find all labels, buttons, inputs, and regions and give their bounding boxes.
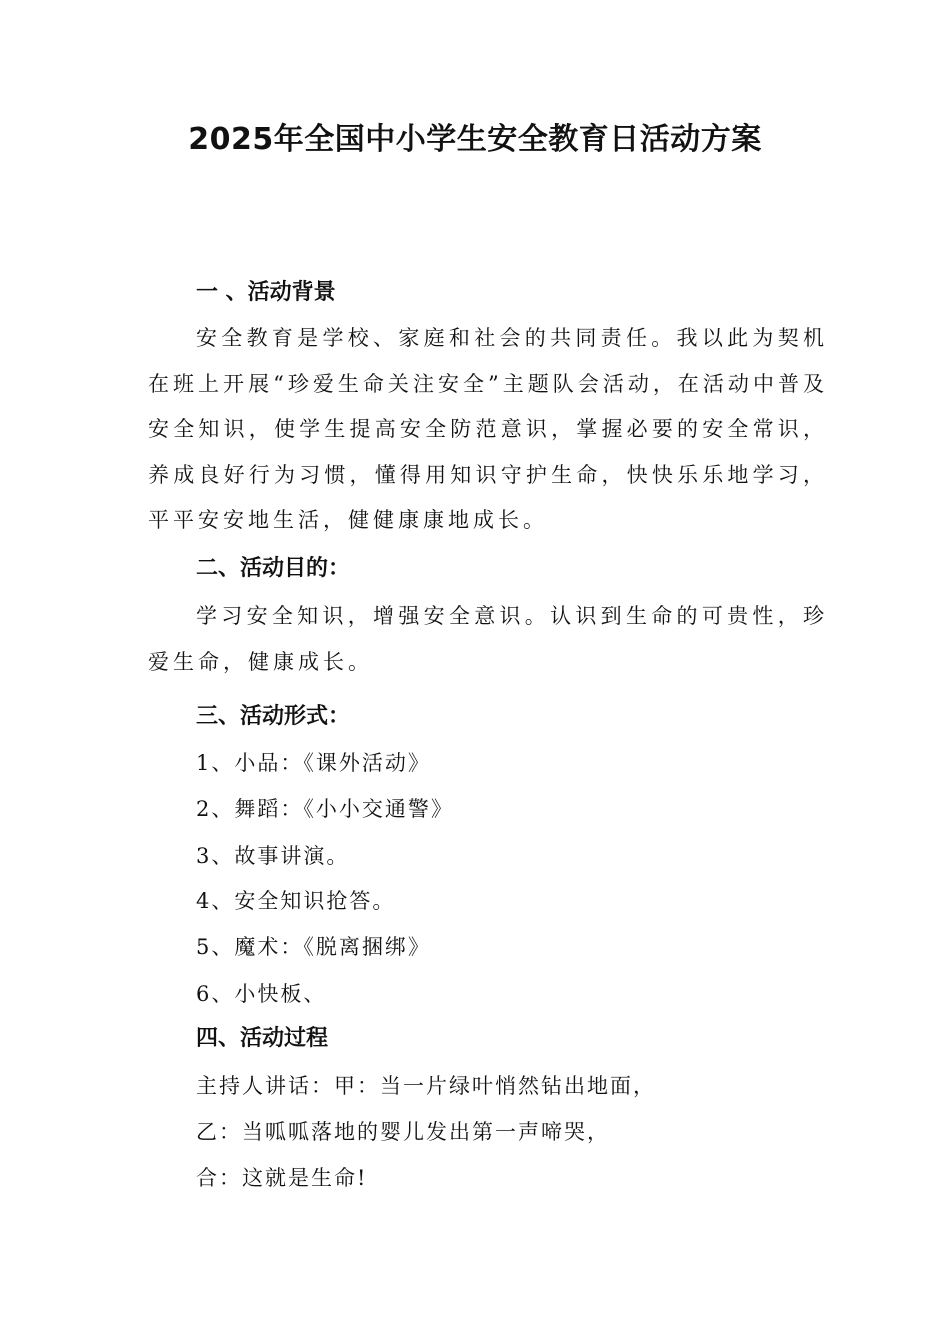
process-line-together: 合：这就是生命!	[196, 1166, 368, 1190]
list-item-magic: 5、魔术：《脱离捆绑》	[196, 935, 431, 959]
section-paragraph-purpose: 学习安全知识，增强安全意识。认识到生命的可贵性，珍爱生命，健康成长。	[148, 604, 828, 674]
list-item-dance: 2、舞蹈：《小小交通警》	[196, 797, 454, 821]
section-heading-background: 一 、活动背景	[196, 280, 336, 305]
document-title: 2025年全国中小学生安全教育日活动方案	[188, 122, 762, 157]
section-paragraph-background: 安全教育是学校、家庭和社会的共同责任。我以此为契机在班上开展“珍爱生命关注安全”主题队会活动，在活动中普及安全知识，使学生提高安全防范意识，掌握必要的安全常识，养成良好行为习惯，懂得用知识守护生命，快快乐乐地学习，平平安安地生活，健健康康地成长。	[148, 326, 828, 532]
list-item-quiz: 4、安全知识抢答。	[196, 889, 396, 913]
list-item-clapper: 6、小快板、	[196, 982, 327, 1006]
list-item-skit: 1、小品：《课外活动》	[196, 751, 431, 775]
process-line-b: 乙：当呱呱落地的婴儿发出第一声啼哭，	[196, 1120, 610, 1144]
section-heading-forms: 三、活动形式：	[196, 704, 351, 729]
section-heading-process: 四、活动过程	[196, 1026, 329, 1051]
list-item-story: 3、故事讲演。	[196, 844, 350, 868]
process-line-host: 主持人讲话：甲：当一片绿叶悄然钻出地面，	[196, 1074, 656, 1098]
section-heading-purpose: 二、活动目的：	[196, 556, 351, 581]
